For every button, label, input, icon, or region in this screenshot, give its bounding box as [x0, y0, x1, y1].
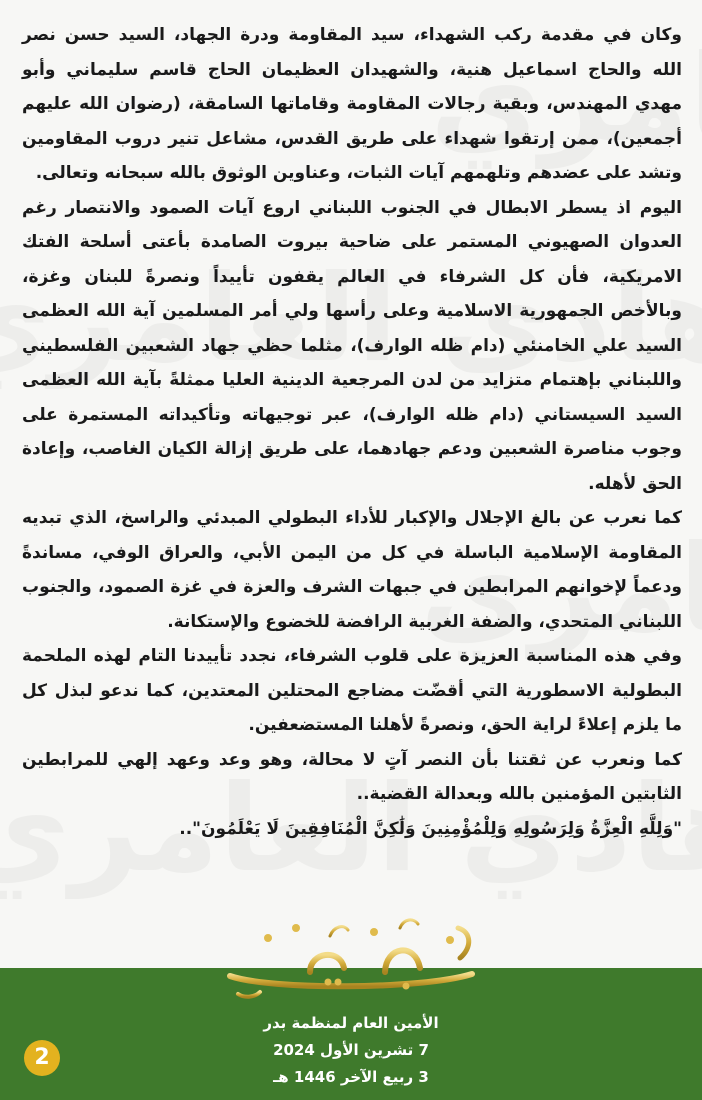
- paragraph-4: وفي هذه المناسبة العزيزة على قلوب الشرفاء، نجدد تأييدنا التام لهذه الملحمة البطولية الاسطورية التي أقضّت مضاجع المحتلين المعتدين، كما ندعو لبذل كل ما يلزم إعلاءً لراية الحق، ونصرةً لأهلنا المستضعفين.: [22, 646, 682, 735]
- statement-body: [22, 18, 682, 846]
- quran-verse: "وَلِلَّهِ الْعِزَّةُ وَلِرَسُولِهِ وَلِلْمُؤْمِنِينَ وَلَٰكِنَّ الْمُنَافِقِينَ لَا يَعْلَمُونَ"..: [179, 818, 682, 839]
- page-number-badge: 2: [24, 1040, 60, 1076]
- calligraphy-signature-logo: [210, 898, 490, 1008]
- paragraph-3: كما نعرب عن بالغ الإجلال والإكبار للأداء البطولي المبدئي والراسخ، الذي تبديه المقاومة الإسلامية الباسلة في كل من اليمن الأبي، والعراق الوفي، مساندةً ودعماً لإخوانهم المرابطين في جبهات الشرف والعزة في غزة الصمود، والجنوب اللبناني المتحدي، والضفة الغربية الرافضة للخضوع والإستكانة.: [22, 508, 682, 632]
- signatory-title: الأمين العام لمنظمة بدر: [263, 1014, 439, 1032]
- date-gregorian: 7 تشرين الأول 2024: [273, 1041, 429, 1059]
- paragraph-2: اليوم اذ يسطر الابطال في الجنوب اللبناني اروع آيات الصمود والانتصار رغم العدوان الصهيوني المستمر على ضاحية بيروت الصامدة بأعتى أسلحة الفتك الامريكية، فأن كل الشرفاء في العالم يقفون تأييداً ونصرةً للبنان وغزة، وبالأخص الجمهورية الاسلامية وعلى رأسها ولي أمر المسلمين آية الله العظمى السيد علي الخامنئي (دام ظله الوارف)، مثلما حظي جهاد الشعبين الفلسطيني واللبناني بإهتمام متزايد من لدن المرجعية الدينية العليا ممثلةً بآية الله العظمى السيد السيستاني (دام ظله الوارف)، عبر توجيهاته وتأكيداته المستمرة على وجوب مناصرة الشعبين ودعم جهادهما، على طريق إزالة الكيان الغاصب، وإعادة الحق لأهله.: [22, 197, 682, 494]
- paragraph-5: كما ونعرب عن ثقتنا بأن النصر آتٍ لا محالة، وهو وعد وعهد إلهي للمرابطين الثابتين المؤمنين بالله وبعدالة القضية..: [22, 749, 682, 804]
- signature-block: [0, 1010, 702, 1091]
- paragraph-1: وكان في مقدمة ركب الشهداء، سيد المقاومة ودرة الجهاد، السيد حسن نصر الله والحاج اسماعيل هنية، والشهيدان العظيمان الحاج قاسم سليماني وأبو مهدي المهندس، وبقية رجالات المقاومة وقاماتها السامقة، (رضوان الله عليهم أجمعين)، ممن إرتقوا شهداء على طريق القدس، مشاعل تنير دروب المقاومين وتشد على عضدهم وتلهمهم آيات الثبات، وعناوين الوثوق بالله سبحانه وتعالى.: [22, 25, 682, 183]
- date-hijri: 3 ربيع الآخر 1446 هـ: [273, 1068, 429, 1086]
